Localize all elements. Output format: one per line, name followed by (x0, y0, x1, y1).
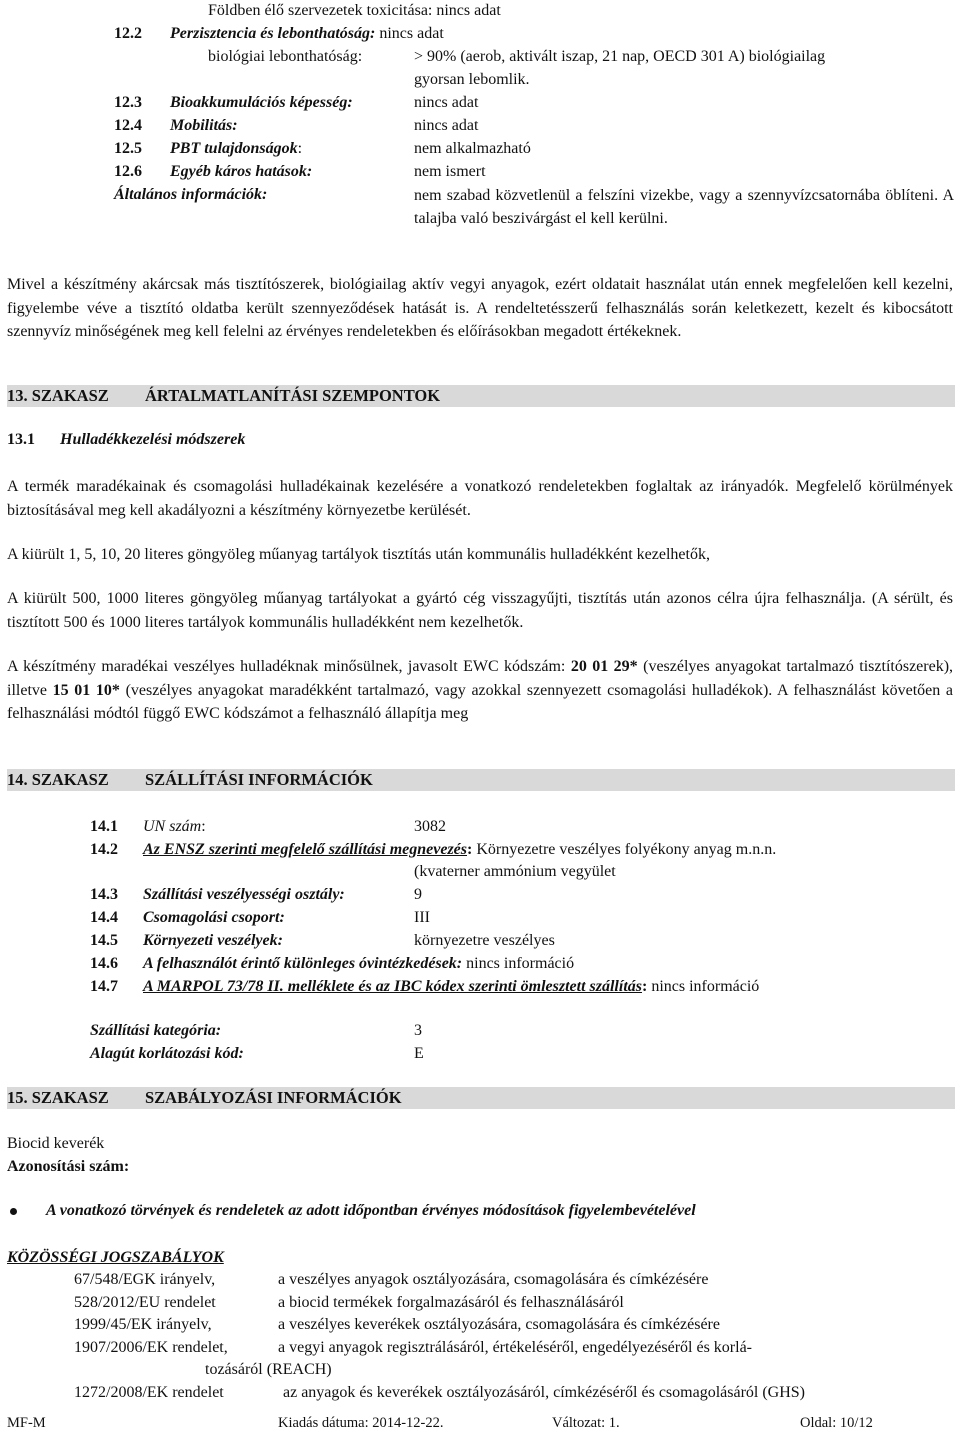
wastewater-paragraph: Mivel a készítmény akárcsak más tisztítószerek, biológiailag aktív vegyi anyagok, ezért oldatait használat után ennek megfelelően kell kezelni, figyelembe véve a tisztító oldatba került szennyeződések hatását is. A rendeltetésszerű felhasználás során keletkezett, kezelt és kibocsátott szennyvíz minőségének meg kell felelni az érvényes rendeletekben és előírásokban megadott értékeknek. (7, 276, 953, 340)
item-13-1-title: Hulladékkezelési módszerek (60, 431, 246, 448)
soil-toxicity-line: Földben élő szervezetek toxicitása: nincs adat (208, 2, 501, 19)
item-14-7-line: A MARPOL 73/78 II. melléklete és az IBC kódex szerinti ömlesztett szállítás: nincs információ (143, 978, 760, 995)
law-ref: 1999/45/EK irányelv, (74, 1316, 212, 1333)
transport-category-value: 3 (414, 1022, 422, 1039)
item-14-2-line: Az ENSZ szerinti megfelelő szállítási megnevezés: Környezetre veszélyes folyékony anyag m.n.n. (143, 841, 777, 858)
section-15-number: 15. SZAKASZ (7, 1088, 109, 1107)
law-ref: 1272/2008/EK rendelet (74, 1384, 224, 1401)
footer-issue-date: Kiadás dátuma: 2014-12-22. (278, 1415, 444, 1431)
law-desc: a veszélyes keverékek osztályozására, csomagolására és címkézésére (278, 1316, 720, 1333)
item-12-6-value: nem ismert (414, 163, 486, 180)
section-15-header (7, 1087, 955, 1109)
item-12-4-value: nincs adat (414, 117, 479, 134)
tunnel-code-value: E (414, 1045, 424, 1062)
item-14-4-label: Csomagolási csoport: (143, 909, 285, 926)
item-12-5-number: 12.5 (114, 140, 142, 157)
footer-page-number: Oldal: 10/12 (800, 1415, 873, 1431)
item-12-3-label: Bioakkumulációs képesség: (170, 94, 353, 111)
laws-bullet-text: A vonatkozó törvények és rendeletek az adott időpontban érvényes módosítások figyelembevételével (46, 1202, 696, 1219)
tunnel-code-label: Alagút korlátozási kód: (90, 1045, 244, 1062)
section-14-number: 14. SZAKASZ (7, 770, 109, 789)
item-12-3-value: nincs adat (414, 94, 479, 111)
waste-paragraph-3: A kiürült 500, 1000 literes göngyöleg műanyag tartályokat a gyártó cég visszagyűjti, tisztítás után azonos célra újra felhasználja. (A sérült, és tisztított 500 és 1000 literes tartályok kommunális hulladékként nem kezelhetők. (7, 590, 953, 631)
identification-number-label: Azonosítási szám: (7, 1158, 130, 1175)
section-15-title: SZABÁLYOZÁSI INFORMÁCIÓK (145, 1088, 402, 1107)
item-14-6-line: A felhasználót érintő különleges óvintézkedések: nincs információ (143, 955, 575, 972)
general-info-label: Általános információk: (114, 186, 268, 203)
law-ref: 528/2012/EU rendelet (74, 1294, 216, 1311)
item-14-7-value: nincs információ (651, 978, 760, 995)
item-14-1-label: UN szám: (143, 818, 206, 835)
item-14-5-value: környezetre veszélyes (414, 932, 555, 949)
item-14-1-number: 14.1 (90, 818, 118, 835)
transport-category-label: Szállítási kategória: (90, 1022, 222, 1039)
item-12-2-number: 12.2 (114, 25, 142, 42)
item-14-6-value: nincs információ (466, 955, 575, 972)
item-12-6-label: Egyéb káros hatások: (170, 163, 313, 180)
item-13-1-number: 13.1 (7, 431, 35, 448)
biodegradability-value-cont: gyorsan lebomlik. (414, 71, 530, 88)
law-desc: a veszélyes anyagok osztályozására, csomagolására és címkézésére (278, 1271, 709, 1288)
law-ref: 1907/2006/EK rendelet, (74, 1339, 228, 1356)
footer-version: Változat: 1. (552, 1415, 620, 1431)
item-14-4-number: 14.4 (90, 909, 118, 926)
item-12-3-number: 12.3 (114, 94, 142, 111)
item-14-5-number: 14.5 (90, 932, 118, 949)
biodegradability-label: biológiai lebonthatóság: (208, 48, 363, 65)
item-14-1-value: 3082 (414, 818, 446, 835)
community-legislation-heading: KÖZÖSSÉGI JOGSZABÁLYOK (7, 1249, 224, 1266)
item-14-2-value-cont: (kvaterner ammónium vegyület (414, 863, 616, 880)
law-desc: az anyagok és keverékek osztályozásáról, címkézéséről és csomagolásáról (GHS) (283, 1384, 806, 1401)
item-12-6-number: 12.6 (114, 163, 142, 180)
waste-paragraph-1: A termék maradékainak és csomagolási hulladékainak kezelésére a vonatkozó rendeletekben foglaltak az irányadók. Megfelelő körülmények biztosításával meg kell akadályozni a készítmény környezetbe kerülését. (7, 478, 953, 519)
waste-paragraph-4: A készítmény maradékai veszélyes hulladéknak minősülnek, javasolt EWC kódszám: 20 01 29* (veszélyes anyagokat tartalmazó tisztítószerek), illetve 15 01 10* (veszélyes anyagokat maradékként tartalmazó, vagy azokkal szennyezett csomagolási hulladékok). A felhasználást követően a felhasználási módtól függő EWC kódszámot a felhasználó állapítja meg (7, 658, 954, 722)
item-14-2-number: 14.2 (90, 841, 118, 858)
item-14-3-label: Szállítási veszélyességi osztály: (143, 886, 345, 903)
footer-product-code: MF-M (7, 1415, 46, 1431)
biocid-mixture: Biocid keverék (7, 1135, 105, 1152)
biodegradability-value: > 90% (aerob, aktivált iszap, 21 nap, OECD 301 A) biológiailag (414, 48, 826, 65)
item-14-7-number: 14.7 (90, 978, 118, 995)
section-13-header (7, 385, 955, 407)
bullet-icon (10, 1208, 17, 1215)
item-12-2-label: Perzisztencia és lebonthatóság: nincs adat (170, 25, 444, 42)
item-14-6-number: 14.6 (90, 955, 118, 972)
item-12-5-label: PBT tulajdonságok: (170, 140, 303, 157)
ewc-code-2: 15 01 10* (52, 681, 120, 699)
law-desc-cont: tozásáról (REACH) (205, 1361, 332, 1378)
law-desc: a biocid termékek forgalmazásáról és felhasználásáról (278, 1294, 624, 1311)
law-desc: a vegyi anyagok regisztrálásáról, értékeléséről, engedélyezéséről és korlá- (278, 1339, 752, 1356)
item-14-4-value: III (414, 909, 430, 926)
item-12-4-number: 12.4 (114, 117, 142, 134)
waste-paragraph-2: A kiürült 1, 5, 10, 20 literes göngyöleg műanyag tartályok tisztítás után kommunális hulladékként kezelhetők, (7, 546, 710, 563)
section-13-title: ÁRTALMATLANÍTÁSI SZEMPONTOK (145, 386, 441, 405)
item-14-3-number: 14.3 (90, 886, 118, 903)
ewc-code-1: 20 01 29* (570, 658, 638, 675)
general-info-value: nem szabad közvetlenül a felszíni vizekbe, vagy a szennyvízcsatornába öblíteni. A talajba való beszivárgást el kell kerülni. (414, 187, 954, 227)
law-ref: 67/548/EGK irányelv, (74, 1271, 216, 1288)
item-12-2-value: nincs adat (379, 25, 444, 42)
section-14-title: SZÁLLÍTÁSI INFORMÁCIÓK (145, 770, 373, 789)
item-14-5-label: Környezeti veszélyek: (143, 932, 283, 949)
section-13-number: 13. SZAKASZ (7, 386, 109, 405)
item-14-3-value: 9 (414, 886, 422, 903)
section-14-header (7, 769, 955, 791)
item-12-4-label: Mobilitás: (170, 117, 238, 134)
item-12-5-value: nem alkalmazható (414, 140, 531, 157)
item-14-2-value: Környezetre veszélyes folyékony anyag m.n.n. (476, 841, 777, 858)
